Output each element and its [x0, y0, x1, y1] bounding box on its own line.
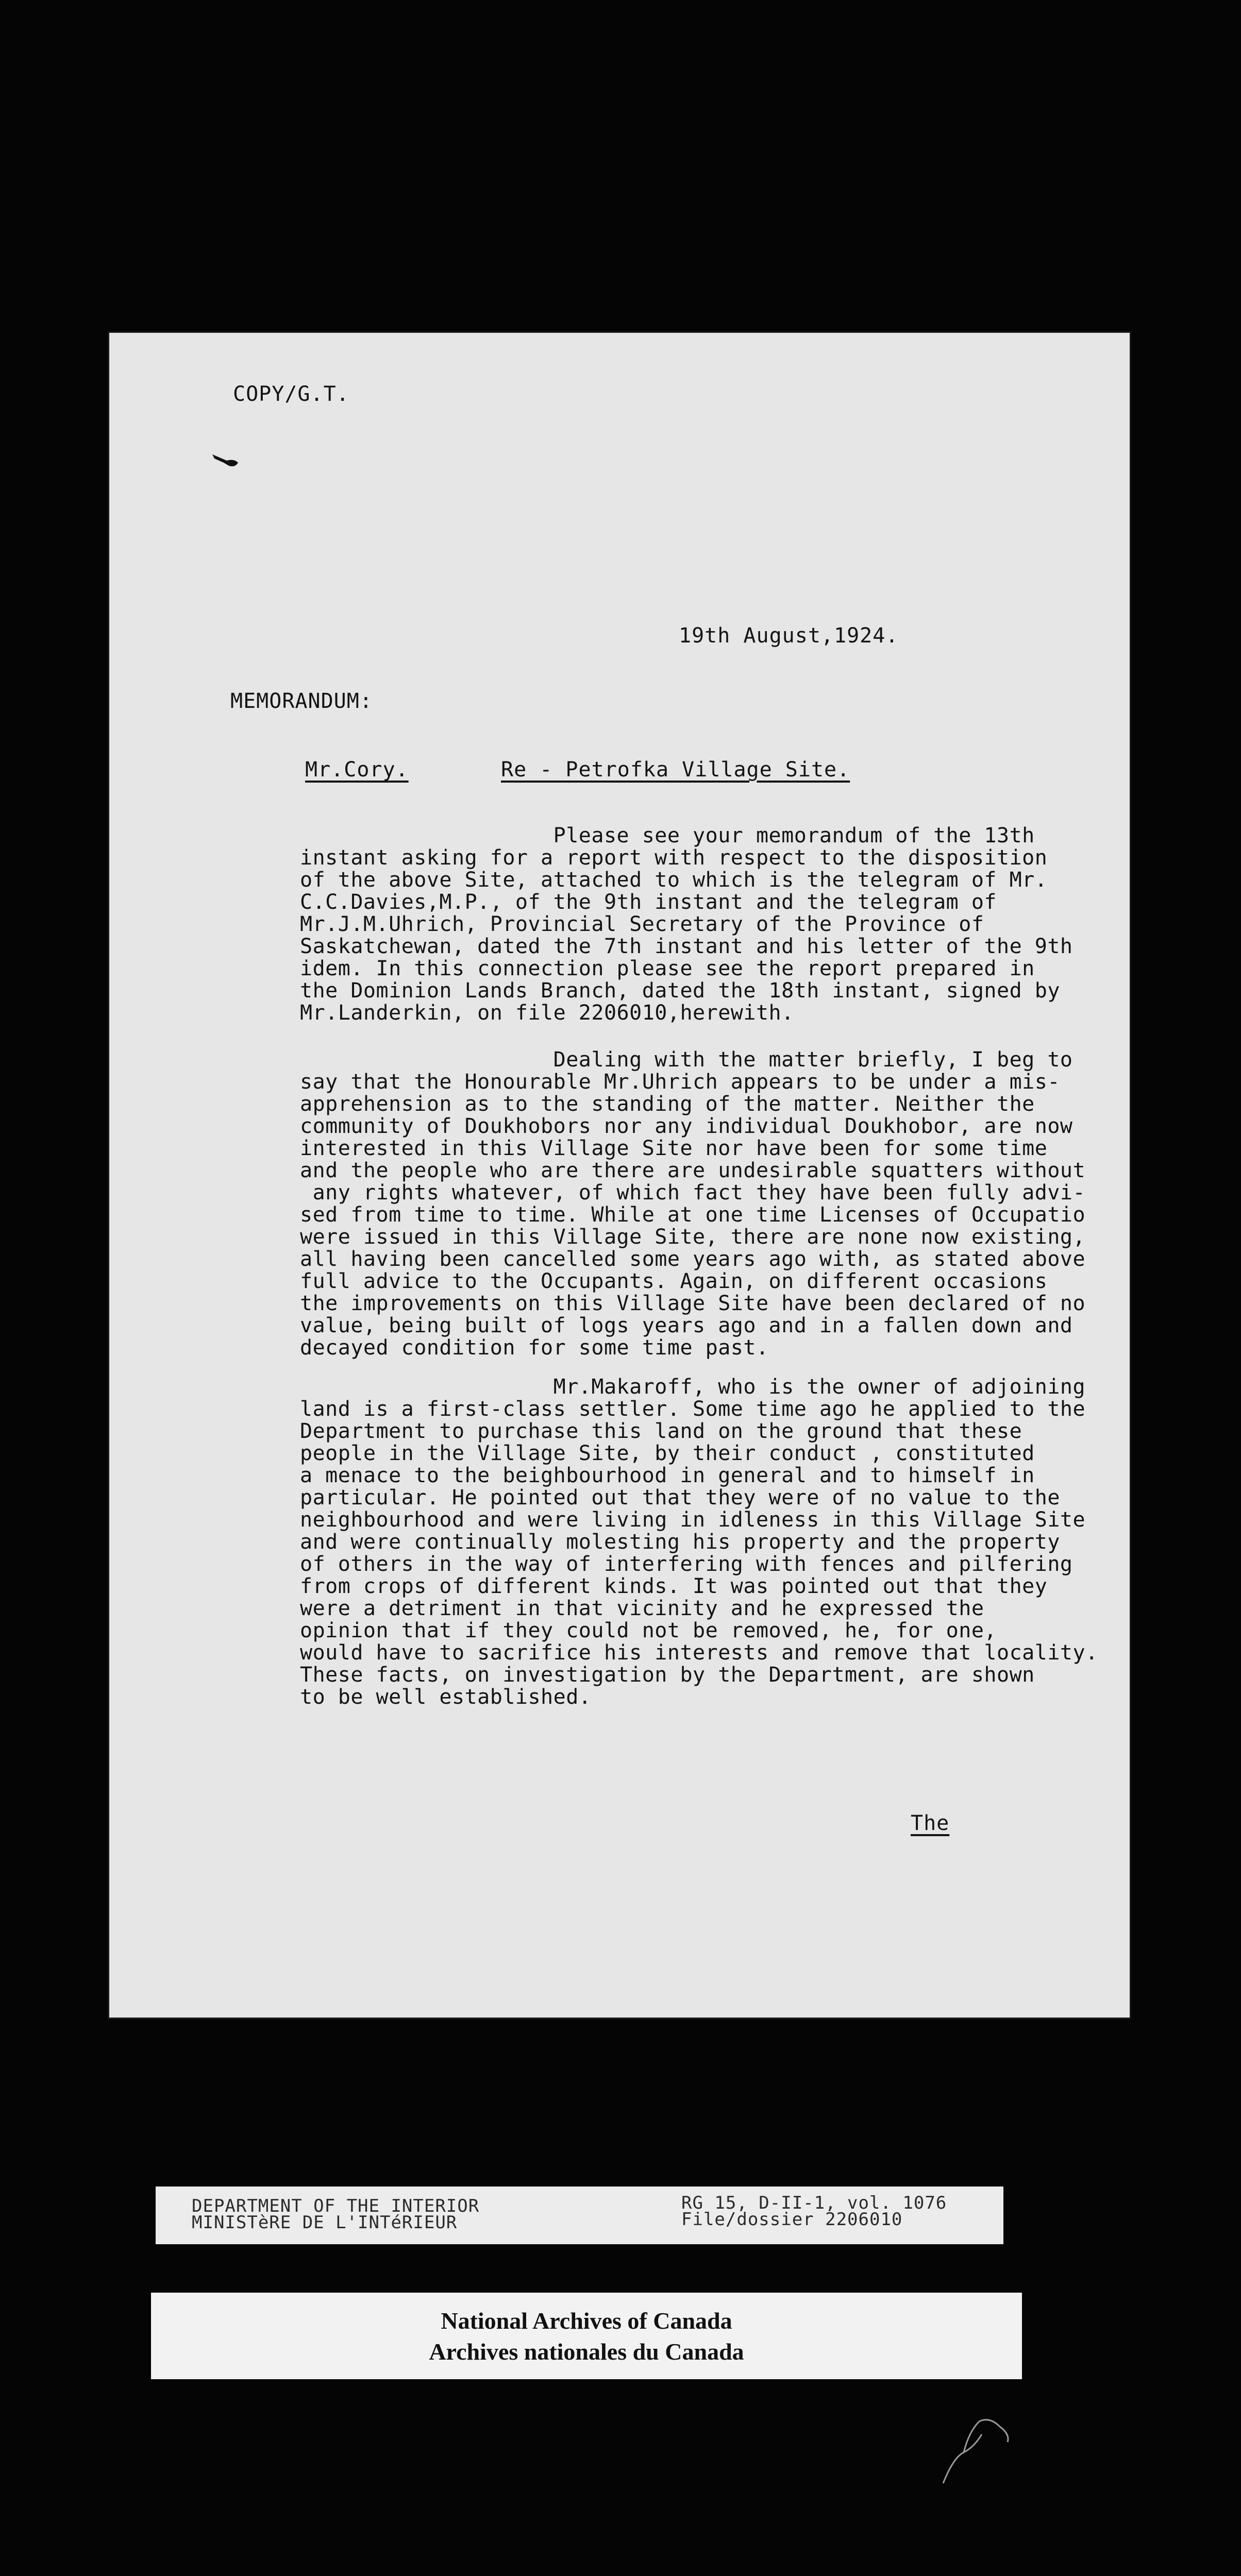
department-en: DEPARTMENT OF THE INTERIOR	[192, 2196, 480, 2216]
paragraph-line: would have to sacrifice his interests and remove that locality.	[300, 1641, 1098, 1665]
paragraph-line: were a detriment in that vicinity and he expressed the	[300, 1597, 984, 1620]
paragraph-1	[300, 825, 1114, 1024]
archival-label-strip	[156, 2187, 1003, 2244]
document-page	[109, 333, 1130, 2018]
addressee: Mr.Cory.	[305, 758, 409, 782]
catchword: The	[911, 1811, 950, 1835]
record-group: RG 15, D-II-1, vol. 1076	[681, 2193, 947, 2213]
paragraph-line: and were continually molesting his property and the property	[300, 1530, 1060, 1554]
paragraph-line: interested in this Village Site nor have been for some time	[300, 1137, 1048, 1160]
file-reference: COPY/G.T.	[233, 382, 349, 406]
paragraph-line: Mr.J.M.Uhrich, Provincial Secretary of the Province of	[300, 912, 984, 936]
paragraph-line: decayed condition for some time past.	[300, 1336, 769, 1360]
paragraph-line: and the people who are there are undesirable squatters without	[300, 1159, 1086, 1182]
paragraph-line: all having been cancelled some years ago with, as stated above	[300, 1247, 1086, 1271]
paragraph-line: from crops of different kinds. It was pointed out that they	[300, 1574, 1048, 1598]
paragraph-line: the improvements on this Village Site have been declared of no	[300, 1292, 1086, 1315]
paragraph-line: These facts, on investigation by the Department, are shown	[300, 1663, 1035, 1687]
paragraph-line: the Dominion Lands Branch, dated the 18th instant, signed by	[300, 979, 1060, 1003]
paragraph-line: Department to purchase this land on the ground that these	[300, 1419, 1022, 1443]
paragraph-line: to be well established.	[300, 1685, 592, 1709]
file-number: File/dossier 2206010	[681, 2209, 903, 2230]
paragraph-line: people in the Village Site, by their conduct , constituted	[300, 1442, 1035, 1465]
paragraph-line: Mr.Landerkin, on file 2206010,herewith.	[300, 1001, 794, 1025]
paragraph-line: instant asking for a report with respect to the disposition	[300, 846, 1048, 870]
subject-line: Re - Petrofka Village Site.	[501, 758, 850, 782]
paragraph-line: neighbourhood and were living in idleness in this Village Site	[300, 1508, 1086, 1532]
letter-date: 19th August,1924.	[679, 624, 899, 648]
paragraph-line: value, being built of logs years ago and in a fallen down and	[300, 1314, 1073, 1337]
reference-label	[681, 2195, 947, 2228]
paragraph-line: were issued in this Village Site, there are none now existing,	[300, 1225, 1086, 1249]
paragraph-line: community of Doukhobors nor any individual Doukhobor, are now	[300, 1114, 1073, 1138]
paragraph-line: say that the Honourable Mr.Uhrich appears to be under a mis-	[300, 1070, 1060, 1094]
paragraph-line: C.C.Davies,M.P., of the 9th instant and the telegram of	[300, 890, 997, 914]
paragraph-line: apprehension as to the standing of the matter. Neither the	[300, 1092, 1035, 1116]
archive-name-en: National Archives of Canada	[441, 2308, 732, 2334]
paragraph-line: of the above Site, attached to which is the telegram of Mr.	[300, 868, 1048, 892]
paragraph-line: Saskatchewan, dated the 7th instant and his letter of the 9th	[300, 935, 1073, 958]
paragraph-line: sed from time to time. While at one time Licenses of Occupatio	[300, 1203, 1086, 1227]
archive-name-fr: Archives nationales du Canada	[429, 2338, 744, 2365]
department-fr: MINISTèRE DE L'INTéRIEUR	[192, 2212, 458, 2233]
ink-mark-icon	[211, 451, 242, 472]
paragraph-line: of others in the way of interfering with fences and pilfering	[300, 1552, 1073, 1576]
memo-heading: MEMORANDUM:	[230, 689, 373, 713]
paragraph-line: any rights whatever, of which fact they have been fully advi-	[300, 1181, 1086, 1205]
paragraph-3	[300, 1376, 1114, 1708]
paragraph-line: idem. In this connection please see the report prepared in	[300, 957, 1035, 980]
archive-name-strip	[151, 2293, 1022, 2379]
paragraph-line: Dealing with the matter briefly, I beg to	[300, 1048, 1073, 1072]
paragraph-line: particular. He pointed out that they were of no value to the	[300, 1486, 1060, 1510]
paragraph-line: Please see your memorandum of the 13th	[300, 824, 1035, 848]
paragraph-line: Mr.Makaroff, who is the owner of adjoining	[300, 1375, 1086, 1399]
paragraph-line: land is a first-class settler. Some time ago he applied to the	[300, 1397, 1086, 1421]
paragraph-line: a menace to the beighbourhood in general and to himself in	[300, 1464, 1035, 1487]
paragraph-2	[300, 1049, 1114, 1359]
scribble-mark-icon	[933, 2411, 1036, 2488]
department-label	[192, 2198, 479, 2231]
paragraph-line: opinion that if they could not be removed, he, for one,	[300, 1619, 997, 1642]
paragraph-line: full advice to the Occupants. Again, on different occasions	[300, 1269, 1048, 1293]
